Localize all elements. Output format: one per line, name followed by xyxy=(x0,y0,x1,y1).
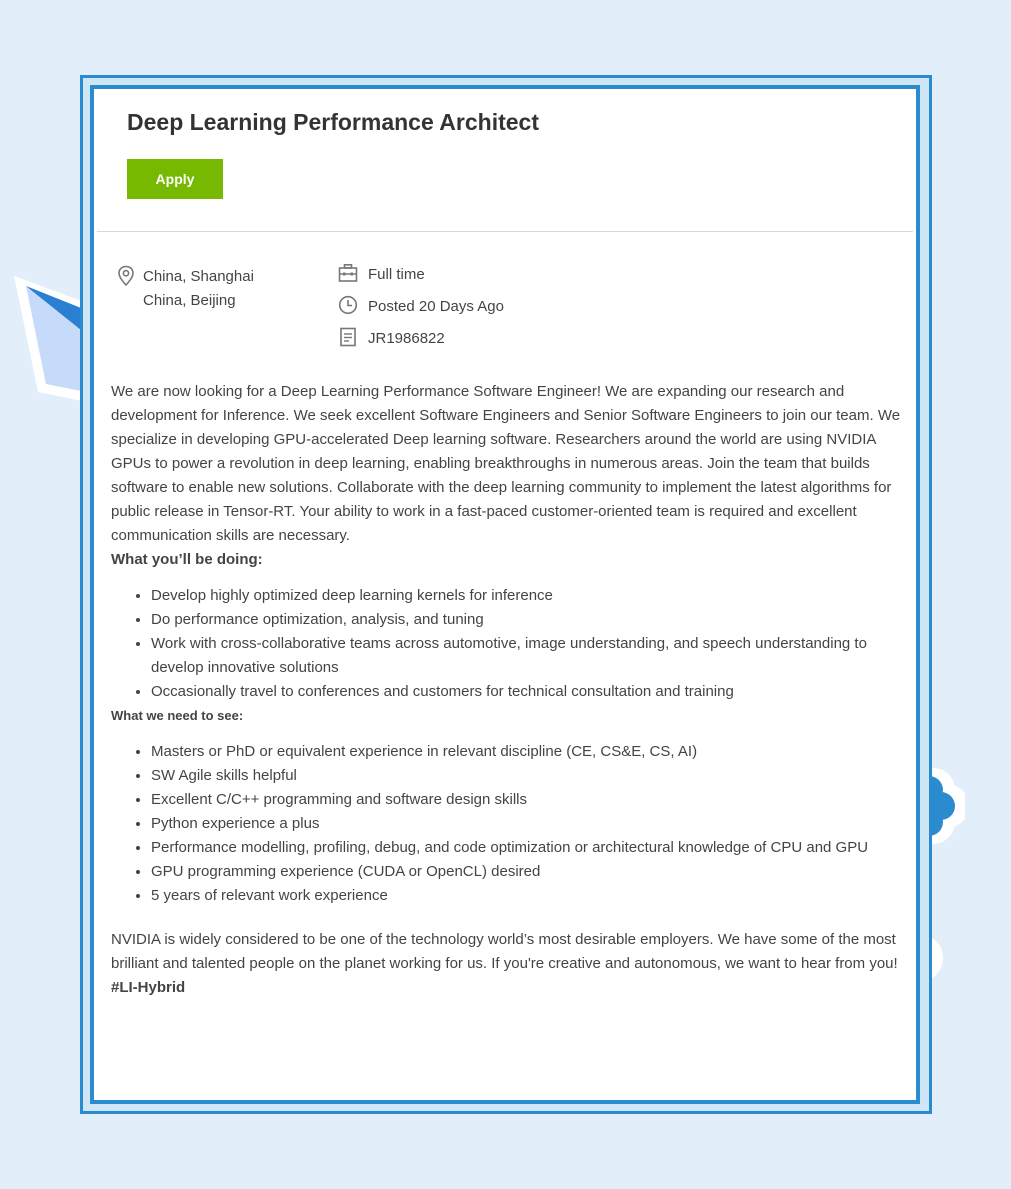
list-item: • Work with cross-collaborative teams across automotive, image understanding, and speech understanding to develop innovative solutions xyxy=(151,632,911,680)
need-list xyxy=(111,740,911,908)
document-icon xyxy=(338,327,358,352)
doing-heading: What you’ll be doing: xyxy=(111,551,263,568)
intro-paragraph: We are now looking for a Deep Learning Performance Software Engineer! We are expanding our research and development for Inference. We seek excellent Software Engineers and Senior Software Engineers to join our team. We specialize in developing GPU-accelerated Deep learning software. Researchers around the world are using NVIDIA GPUs to power a revolution in deep learning, enabling breakthroughs in numerous areas. Join the team that builds software to enable new solutions. Collaborate with the deep learning community to implement the latest algorithms for public release in Tensor-RT. Your ability to work in a fast-paced customer-oriented team is required and excellent communication skills are necessary. xyxy=(111,383,901,544)
list-item: • Excellent C/C++ programming and software design skills xyxy=(151,788,911,812)
apply-button[interactable]: Apply xyxy=(127,159,223,199)
clock-icon xyxy=(338,295,358,320)
hashtag: #LI-Hybrid xyxy=(111,979,186,996)
list-item: • Masters or PhD or equivalent experience in relevant discipline (CE, CS&E, CS, AI) xyxy=(151,740,911,764)
list-item: • SW Agile skills helpful xyxy=(151,764,911,788)
doing-list xyxy=(111,584,911,704)
job-card xyxy=(97,92,913,1094)
requisition-id: JR1986822 xyxy=(368,330,445,347)
location-beijing: China, Beijing xyxy=(143,292,236,309)
map-pin-icon xyxy=(117,265,135,292)
employment-type: Full time xyxy=(368,266,425,283)
list-item: • GPU programming experience (CUDA or OpenCL) desired xyxy=(151,860,911,884)
job-title: Deep Learning Performance Architect xyxy=(127,109,539,135)
location-shanghai: China, Shanghai xyxy=(143,268,254,285)
job-description xyxy=(111,380,911,1000)
list-item: • Do performance optimization, analysis, and tuning xyxy=(151,608,911,632)
list-item: • Develop highly optimized deep learning kernels for inference xyxy=(151,584,911,608)
list-item: • Performance modelling, profiling, debug, and code optimization or architectural knowledge of CPU and GPU xyxy=(151,836,911,860)
list-item: • 5 years of relevant work experience xyxy=(151,884,911,908)
list-item: • Occasionally travel to conferences and customers for technical consultation and training xyxy=(151,680,911,704)
closing-paragraph: NVIDIA is widely considered to be one of the technology world’s most desirable employers. We have some of the most brilliant and talented people on the planet working for us. If you're creative and autonomous, we want to hear from you! xyxy=(111,931,898,972)
posted-date: Posted 20 Days Ago xyxy=(368,298,504,315)
briefcase-icon xyxy=(338,263,358,288)
need-heading: What we need to see: xyxy=(111,708,244,723)
job-header xyxy=(97,92,913,232)
list-item: • Python experience a plus xyxy=(151,812,911,836)
